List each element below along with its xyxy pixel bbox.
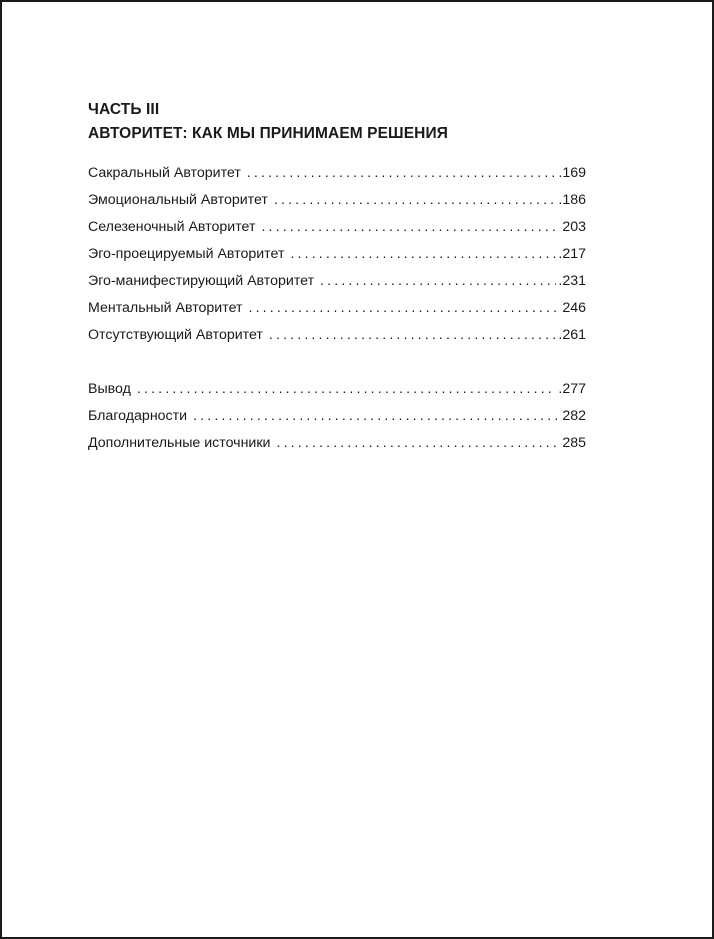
toc-entry bbox=[88, 160, 586, 187]
toc-entry-title: Дополнительные источники bbox=[88, 435, 271, 451]
part-label: ЧАСТЬ III bbox=[88, 101, 160, 118]
toc-leader-dots bbox=[320, 268, 556, 295]
toc-entry-title: Ментальный Авторитет bbox=[88, 300, 243, 316]
toc-leader-dots bbox=[137, 376, 556, 403]
toc-entry-page: .231 bbox=[558, 273, 586, 289]
toc-leader-dots bbox=[261, 214, 560, 241]
toc-leader-dots bbox=[274, 187, 556, 214]
toc-entry-page: .169 bbox=[558, 165, 586, 181]
toc-entry bbox=[88, 187, 586, 214]
toc-entry-page: 203 bbox=[562, 219, 586, 235]
toc-main-list bbox=[88, 160, 586, 349]
toc-entry-page: .261 bbox=[558, 327, 586, 343]
toc-entry-title: Отсутствующий Авторитет bbox=[88, 327, 263, 343]
toc-entry-title: Сакральный Авторитет bbox=[88, 165, 241, 181]
toc-entry-title: Селезеночный Авторитет bbox=[88, 219, 256, 235]
toc-entry-title: Благодарности bbox=[88, 408, 188, 424]
toc-entry bbox=[88, 430, 586, 457]
toc-entry bbox=[88, 376, 586, 403]
toc-entry bbox=[88, 322, 586, 349]
toc-entry bbox=[88, 268, 586, 295]
toc-entry-page: .217 bbox=[558, 246, 586, 262]
toc-entry-page: 282 bbox=[562, 408, 586, 424]
toc-entry-page: 246 bbox=[562, 300, 586, 316]
toc-entry-title: Эго-проецируемый Авторитет bbox=[88, 246, 285, 262]
part-title: АВТОРИТЕТ: КАК МЫ ПРИНИМАЕМ РЕШЕНИЯ bbox=[88, 125, 448, 142]
toc-entry bbox=[88, 241, 586, 268]
table-of-contents bbox=[88, 98, 586, 457]
toc-leader-dots bbox=[290, 241, 556, 268]
toc-end-list bbox=[88, 376, 586, 457]
toc-leader-dots bbox=[249, 295, 561, 322]
toc-entry-page: .186 bbox=[558, 192, 586, 208]
toc-entry-title: Эго-манифестирующий Авторитет bbox=[88, 273, 315, 289]
toc-leader-dots bbox=[276, 430, 560, 457]
toc-entry-title: Вывод bbox=[88, 381, 131, 397]
toc-entry bbox=[88, 403, 586, 430]
toc-entry bbox=[88, 295, 586, 322]
toc-leader-dots bbox=[193, 403, 560, 430]
toc-entry-page: .277 bbox=[558, 381, 586, 397]
toc-leader-dots bbox=[247, 160, 557, 187]
toc-entry-title: Эмоциональный Авторитет bbox=[88, 192, 268, 208]
toc-leader-dots bbox=[269, 322, 556, 349]
toc-entry bbox=[88, 214, 586, 241]
toc-entry-page: 285 bbox=[562, 435, 586, 451]
